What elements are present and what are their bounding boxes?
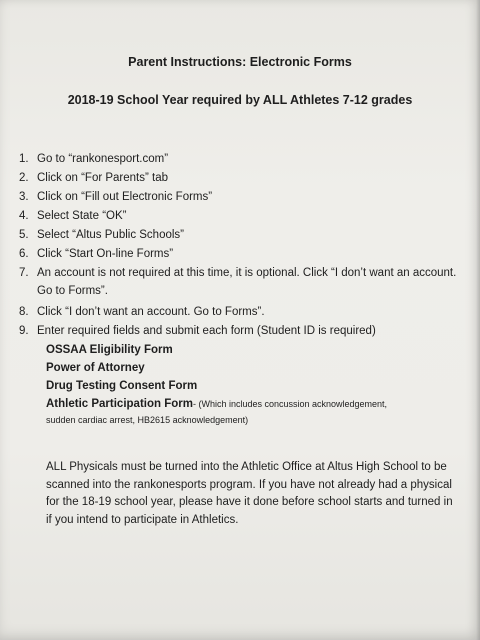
list-item bbox=[19, 322, 459, 340]
list-item bbox=[19, 169, 459, 187]
form-athletic-participation-label: Athletic Participation Form bbox=[46, 398, 193, 410]
document-title: Parent Instructions: Electronic Forms bbox=[128, 55, 352, 69]
list-item-number: 3. bbox=[19, 191, 29, 203]
list-item bbox=[19, 207, 459, 225]
form-power-of-attorney: Power of Attorney bbox=[46, 362, 145, 374]
list-item bbox=[19, 188, 459, 206]
list-item bbox=[19, 150, 459, 168]
form-athletic-note-line-1: - (Which includes concussion acknowledgement, bbox=[192, 399, 388, 409]
list-item-text: Go to “rankonesport.com” bbox=[37, 153, 169, 165]
list-item-text: Click “Start On-line Forms” bbox=[37, 248, 174, 260]
list-item-number: 9. bbox=[19, 325, 29, 337]
list-item bbox=[19, 264, 459, 300]
form-athletic-participation bbox=[19, 395, 459, 413]
physicals-paragraph: ALL Physicals must be turned into the Athletic Office at Altus High School to be scanned into the rankonesports program. If you have not already had a physical for the 18-19 school year, please have it done before school starts and turned in if you intend to participate in Athletics. bbox=[46, 461, 453, 526]
list-item bbox=[19, 303, 459, 321]
form-ossaa-eligibility: OSSAA Eligibility Form bbox=[46, 344, 173, 356]
list-item bbox=[19, 226, 459, 244]
list-item-text: An account is not required at this time, it is optional. Click “I don’t want an account. Go to Forms”. bbox=[37, 267, 457, 297]
list-item-text: Select “Altus Public Schools” bbox=[37, 229, 185, 241]
list-item-number: 1. bbox=[19, 153, 29, 165]
list-item-text: Select State “OK” bbox=[37, 210, 127, 222]
list-item-number: 6. bbox=[19, 248, 29, 260]
instruction-list bbox=[19, 150, 459, 427]
list-item-text: Enter required fields and submit each form (Student ID is required) bbox=[37, 325, 376, 337]
list-item-text: Click “I don’t want an account. Go to Forms”. bbox=[37, 306, 265, 318]
list-item-number: 7. bbox=[19, 267, 29, 279]
list-item-number: 8. bbox=[19, 306, 29, 318]
list-item-text: Click on “Fill out Electronic Forms” bbox=[37, 191, 213, 203]
list-item-number: 5. bbox=[19, 229, 29, 241]
form-athletic-note-line-2: sudden cardiac arrest, HB2615 acknowledgement) bbox=[46, 415, 249, 425]
list-item-text: Click on “For Parents” tab bbox=[37, 172, 169, 184]
list-item bbox=[19, 245, 459, 263]
list-item-number: 2. bbox=[19, 172, 29, 184]
document-subtitle: 2018-19 School Year required by ALL Athletes 7-12 grades bbox=[67, 93, 413, 107]
list-item-number: 4. bbox=[19, 210, 29, 222]
form-drug-testing-consent: Drug Testing Consent Form bbox=[46, 380, 198, 392]
